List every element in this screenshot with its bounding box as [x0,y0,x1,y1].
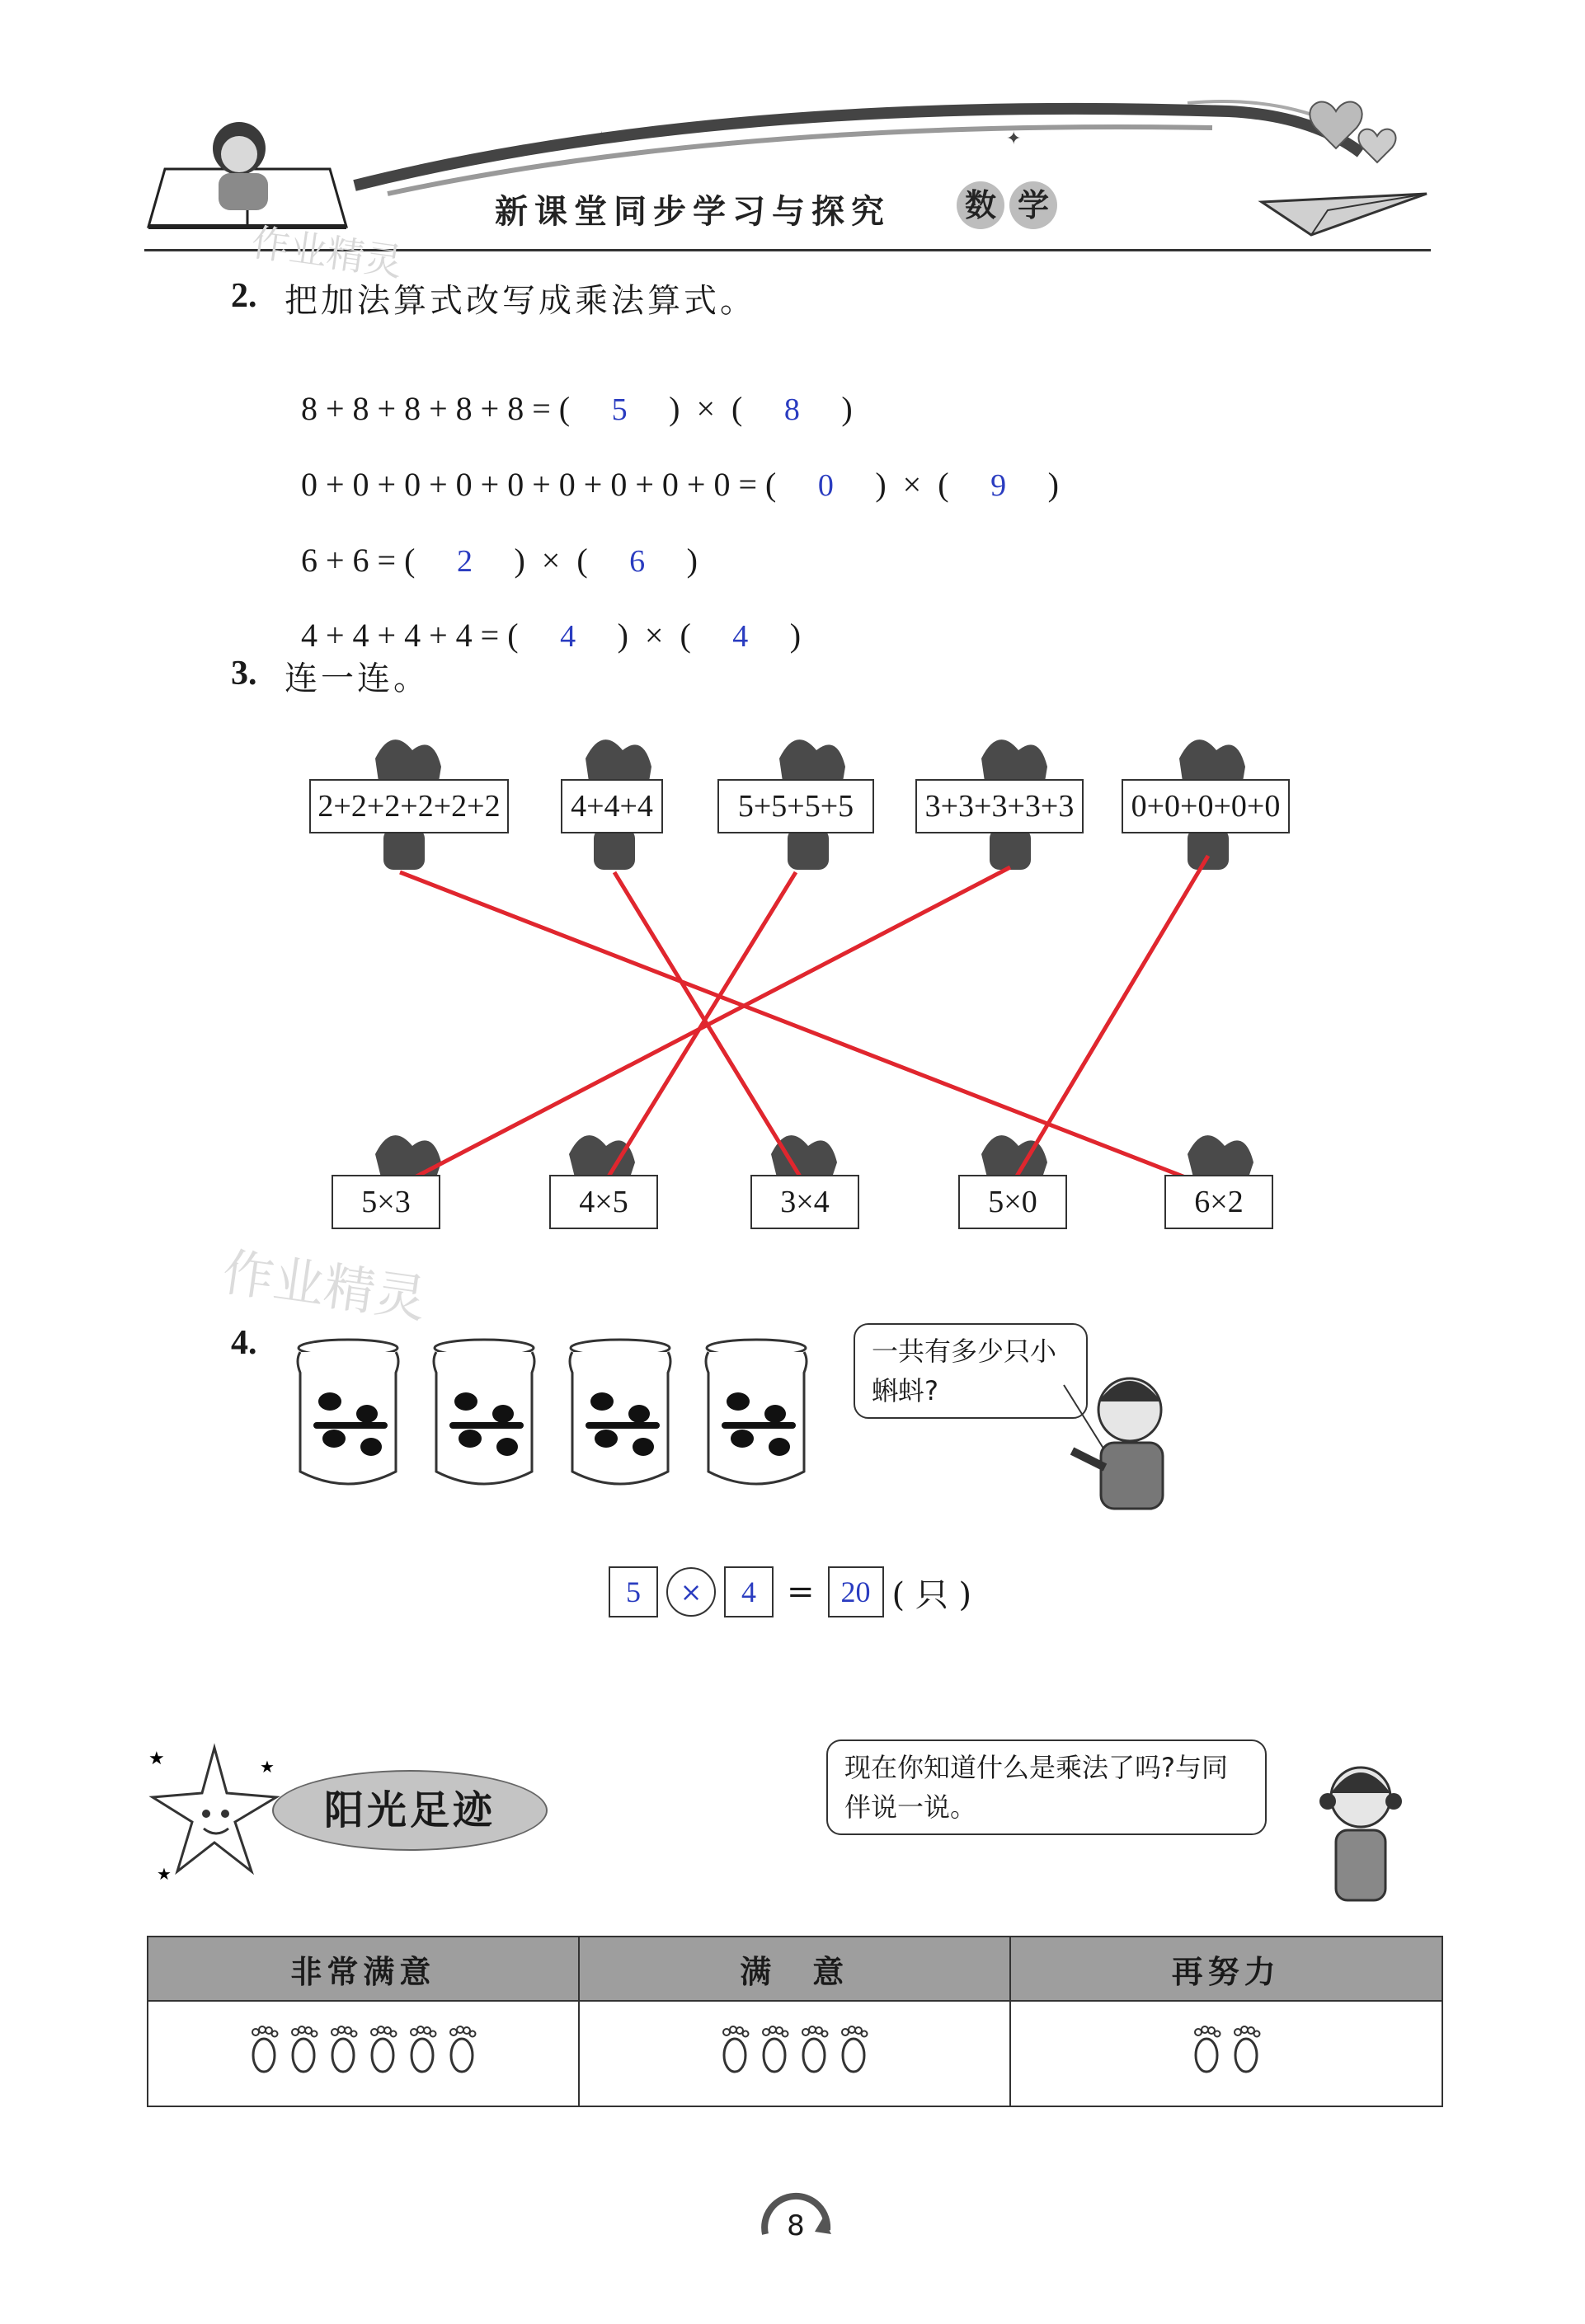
footprint-icon [404,2024,440,2075]
q3-bottom-card-1[interactable]: 5×3 [332,1175,440,1229]
q3-bottom-card-5[interactable]: 6×2 [1164,1175,1273,1229]
q4-answer-equation [609,1566,971,1617]
q2-number: 2. [231,277,257,315]
svg-text:★: ★ [148,1749,165,1769]
q3-match-lines [396,856,1211,1187]
q2-answer-3b: 6 [629,544,646,579]
footprint-icon [717,2024,753,2075]
q2-answer-4a: 4 [560,619,576,654]
q2-answer-1a: 5 [611,392,628,427]
footprint-icon [1228,2024,1264,2075]
q2-answer-3a: 2 [456,544,473,579]
q4-equals: = [787,1573,815,1611]
rating-header-very-satisfied: 非常满意 [148,1937,579,2001]
svg-text:★: ★ [157,1864,172,1884]
section-speech-bubble: 现在你知道什么是乘法了吗?与同伴说一说。 [826,1739,1267,1835]
footprint-icon [835,2024,872,2075]
tadpole-jars [293,1336,821,1500]
q4-unit: ( 只 ) [891,1575,972,1614]
watermark-top: 作业精灵 [248,219,406,285]
girl-figure [1303,1756,1418,1913]
footprint-icon [1188,2024,1225,2075]
q3-top-card-3[interactable]: 5+5+5+5 [717,779,874,833]
q2-answer-4b: 4 [732,619,749,654]
svg-text:✦: ✦ [594,129,609,149]
subject-char-2: 学 [1009,181,1057,229]
q3-bottom-card-3[interactable]: 3×4 [750,1175,859,1229]
q2-row-3: 6 + 6 = ( 2 ) × ( 6 ) [301,542,698,579]
q2-row-1: 8 + 8 + 8 + 8 + 8 = ( 5 ) × ( 8 ) [301,390,853,427]
q2-answer-1b: 8 [783,392,800,427]
svg-text:✦: ✦ [1006,129,1022,149]
q2-answer-2a: 0 [817,468,834,503]
svg-text:★: ★ [260,1757,275,1777]
footprint-icon [285,2024,322,2075]
q2-row-4: 4 + 4 + 4 + 4 = ( 4 ) × ( 4 ) [301,617,802,654]
rating-footprints-satisfied[interactable] [579,2001,1010,2106]
q3-bottom-card-2[interactable]: 4×5 [549,1175,658,1229]
page-number: 8 [787,2209,805,2242]
footprint-icon [756,2024,792,2075]
footprint-icon [365,2024,401,2075]
footprint-icon [796,2024,832,2075]
rating-footprints-very-satisfied[interactable] [148,2001,579,2106]
q3-top-card-4[interactable]: 3+3+3+3+3 [915,779,1084,833]
star-mascot-icon [144,1739,285,1888]
q4-speech-bubble: 一共有多少只小蝌蚪? [854,1323,1088,1419]
q4-answer-b: 4 [724,1566,774,1617]
subject-char-1: 数 [957,181,1004,229]
q4-answer-result: 20 [828,1566,884,1617]
rating-footprints-try-harder[interactable] [1010,2001,1442,2106]
watermark-middle: 作业精灵 [219,1242,430,1330]
sunshine-footprint-badge: 阳光足迹 [272,1770,548,1851]
self-rating-table [147,1936,1443,2107]
footprint-icon [444,2024,480,2075]
q3-number: 3. [231,655,257,693]
boy-figure [1047,1352,1196,1517]
q3-top-card-2[interactable]: 4+4+4 [561,779,663,833]
q2-answer-2b: 9 [990,468,1007,503]
q3-instruction: 连一连。 [285,660,430,697]
rating-header-try-harder: 再努力 [1010,1937,1442,2001]
q2-row-2: 0 + 0 + 0 + 0 + 0 + 0 + 0 + 0 + 0 = ( 0 ) × ( 9 ) [301,466,1059,503]
q4-answer-a: 5 [609,1566,658,1617]
q4-number: 4. [231,1324,257,1362]
q3-top-card-1[interactable]: 2+2+2+2+2+2 [309,779,509,833]
q3-top-card-5[interactable]: 0+0+0+0+0 [1122,779,1290,833]
book-series-title: 新课堂同步学习与探究 [495,193,891,231]
rating-header-satisfied: 满 意 [579,1937,1010,2001]
subject-badge [957,181,1057,229]
footprint-icon [325,2024,361,2075]
q4-operator: × [666,1567,716,1617]
footprint-icon [246,2024,282,2075]
q2-instruction: 把加法算式改写成乘法算式。 [285,282,756,320]
q3-bottom-card-4[interactable]: 5×0 [958,1175,1067,1229]
